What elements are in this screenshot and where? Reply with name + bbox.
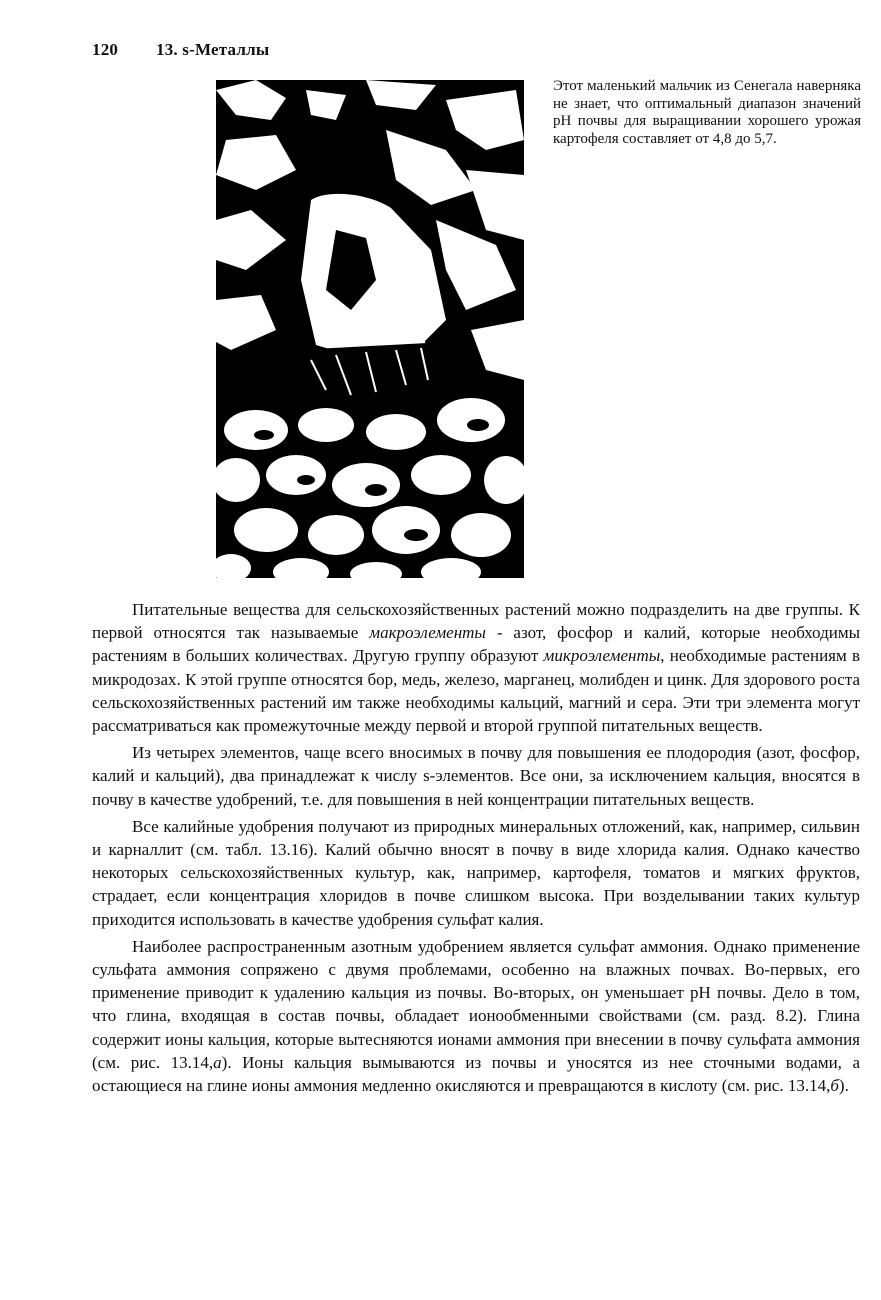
paragraph-3: Все калийные удобрения получают из природных минеральных отложений, как, например, сильвин и карналлит (см. табл. 13.16). Калий обычно вносят в почву в виде хлорида калия. Однако качество некоторых сельскохозяйственных культур, как, например, картофеля, томатов и мягких фруктов, страдает, если концентрация хлоридов в почве слишком высока. При возделывании таких культур приходится использовать в качестве удобрения сульфат калия. [92,816,860,929]
paragraph-text: Питательные вещества для сельскохозяйственных растений можно подразделить на две группы. К первой относятся так называемые [92,600,860,643]
paragraph-1 [92,598,860,737]
paragraph-text: , необходимые растениям в микродозах. К этой группе относятся бор, медь, железо, марганец, молибден и цинк. Для здорового роста сельскохозяйственных растений им также необходимы кальций, магний и сера. Эти три элемента могут рассматриваться как промежуточные между первой и второй группой питательных веществ. [92,646,860,736]
figure-ref-a: а [213,1052,222,1072]
paragraph-text: ). Ионы кальция вымываются из почвы и уносятся из нее сточными водами, а остающиеся на глине ионы аммония медленно окисляются и превращаются в кислоту (см. рис. 13.14, [92,1052,860,1096]
paragraph-text: Наиболее распространенным азотным удобрением является сульфат аммония. Однако применение сульфата аммония сопряжено с двумя проблемами, особенно на влажных почвах. Во-первых, его применение приводит к удалению кальция из почвы. Во-вторых, он уменьшает pH почвы. Дело в том, что глина, входящая в состав почвы, обладает ионообменными свойствами (см. разд. 8.2). Глина содержит ионы кальция, которые вытесняются ионами аммония при внесении в почву сульфата аммония (см. рис. 13.14, [92,936,860,1072]
term-macroelements: макроэлементы [369,623,486,643]
paragraph-4 [92,935,860,1097]
paragraph-text: - азот, фосфор и калий, которые необходимы растениям в больших количествах. Другую группу образуют [92,623,860,666]
term-microelements: микроэлементы [543,646,661,666]
paragraph-text: ). [838,1076,849,1096]
figure-ref-b: б [830,1076,839,1096]
body-text [92,598,860,1101]
page-header [92,40,852,60]
page-number: 120 [92,40,119,59]
chapter-title: 13. s-Металлы [156,40,270,59]
paragraph-2: Из четырех элементов, чаще всего вносимых в почву для повышения ее плодородия (азот, фосфор, калий и кальций), два принадлежат к числу s-элементов. Все они, за исключением кальция, вносятся в почву в качестве удобрений, т.е. для повышения в ней концентрации питательных веществ. [92,743,860,809]
photo-boy-potatoes-icon [216,80,524,578]
figure-caption: Этот маленький мальчик из Сенегала наверняка не знает, что оптимальный диапазон значений pH почвы для выращивании хорошего урожая картофеля составляет от 4,8 до 5,7. [553,78,861,147]
